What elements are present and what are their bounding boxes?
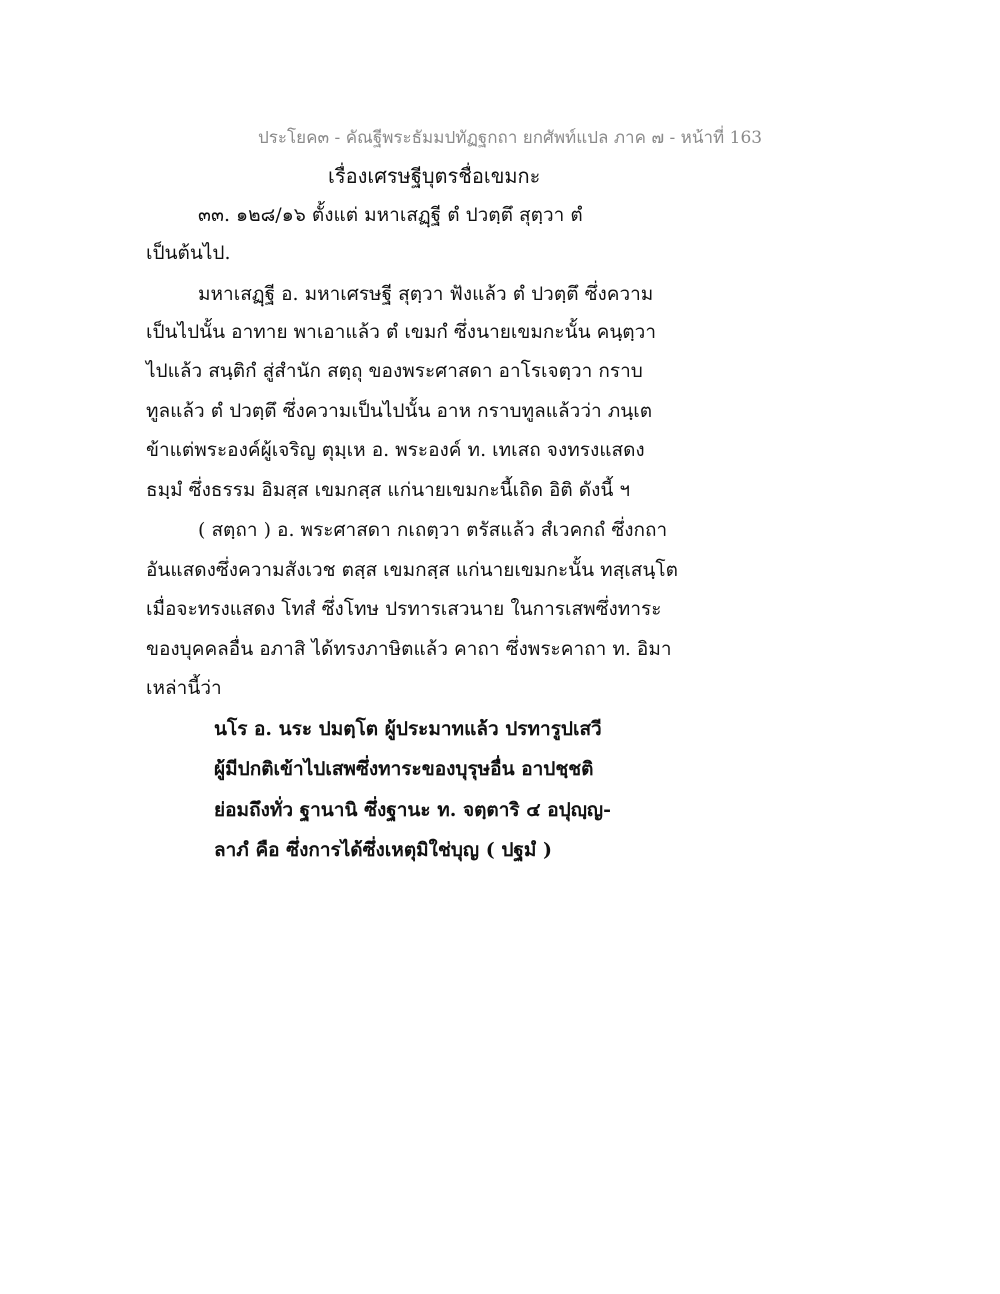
paragraph3-line: ของบุคคลอื่น อภาสิ ได้ทรงภาษิตแล้ว คาถา ซึ่งพระคาถา ท. อิมา xyxy=(146,638,672,660)
paragraph3-line: อันแสดงซึ่งความสังเวช ตสฺส เขมกสฺส แก่นายเขมกะนั้น ทสฺเสนฺโต xyxy=(146,559,678,581)
paragraph1-line: ๓๓. ๑๒๘/๑๖ ตั้งแต่ มหาเสฏฺฐี ตํ ปวตฺตึ สุตฺวา ตํ xyxy=(198,204,583,226)
page-header: ประโยค๓ - คัณฐีพระธัมมปทัฏฐกถา ยกศัพท์แปล ภาค ๗ - หน้าที่ 163 xyxy=(258,128,763,148)
paragraph2-line: มหาเสฏฺฐี อ. มหาเศรษฐี สุตฺวา ฟังแล้ว ตํ ปวตฺตึ ซึ่งความ xyxy=(198,283,654,305)
verse-line: ย่อมถึงทั่ว ฐานานิ ซึ่งฐานะ ท. จตฺตาริ ๔ อปุญฺญ- xyxy=(214,799,611,821)
paragraph3-line: เหล่านี้ว่า xyxy=(146,677,222,699)
paragraph1-line: เป็นต้นไป. xyxy=(146,242,231,264)
story-title: เรื่องเศรษฐีบุตรชื่อเขมกะ xyxy=(328,164,541,188)
paragraph3-line: ( สตฺถา ) อ. พระศาสดา กเถตฺวา ตรัสแล้ว สํเวคกถํ ซึ่งกถา xyxy=(198,519,668,541)
verse-line: ลาภํ คือ ซึ่งการได้ซึ่งเหตุมิใช่บุญ ( ปฐมํ ) xyxy=(214,839,553,861)
paragraph2-line: ไปแล้ว สนฺติกํ สู่สำนัก สตฺถุ ของพระศาสดา อาโรเจตฺวา กราบ xyxy=(146,360,643,382)
paragraph2-line: ทูลแล้ว ตํ ปวตฺตึ ซึ่งความเป็นไปนั้น อาห กราบทูลแล้วว่า ภนฺเต xyxy=(146,400,653,422)
verse-line: นโร อ. นระ ปมตฺโต ผู้ประมาทแล้ว ปรทารูปเสวี xyxy=(214,718,602,740)
paragraph2-line: ข้าแต่พระองค์ผู้เจริญ ตุมฺเห อ. พระองค์ ท. เทเสถ จงทรงแสดง xyxy=(146,439,645,461)
verse-line: ผู้มีปกติเข้าไปเสพซึ่งทาระของบุรุษอื่น อาปชฺชติ xyxy=(214,758,594,780)
paragraph3-line: เมื่อจะทรงแสดง โทสํ ซึ่งโทษ ปรทารเสวนาย ในการเสพซึ่งทาระ xyxy=(146,598,662,620)
paragraph2-line: เป็นไปนั้น อาทาย พาเอาแล้ว ตํ เขมกํ ซึ่งนายเขมกะนั้น คนฺตฺวา xyxy=(146,321,656,343)
paragraph2-line: ธมฺมํ ซึ่งธรรม อิมสฺส เขมกสฺส แก่นายเขมกะนี้เถิด อิติ ดังนี้ ฯ xyxy=(146,479,631,501)
